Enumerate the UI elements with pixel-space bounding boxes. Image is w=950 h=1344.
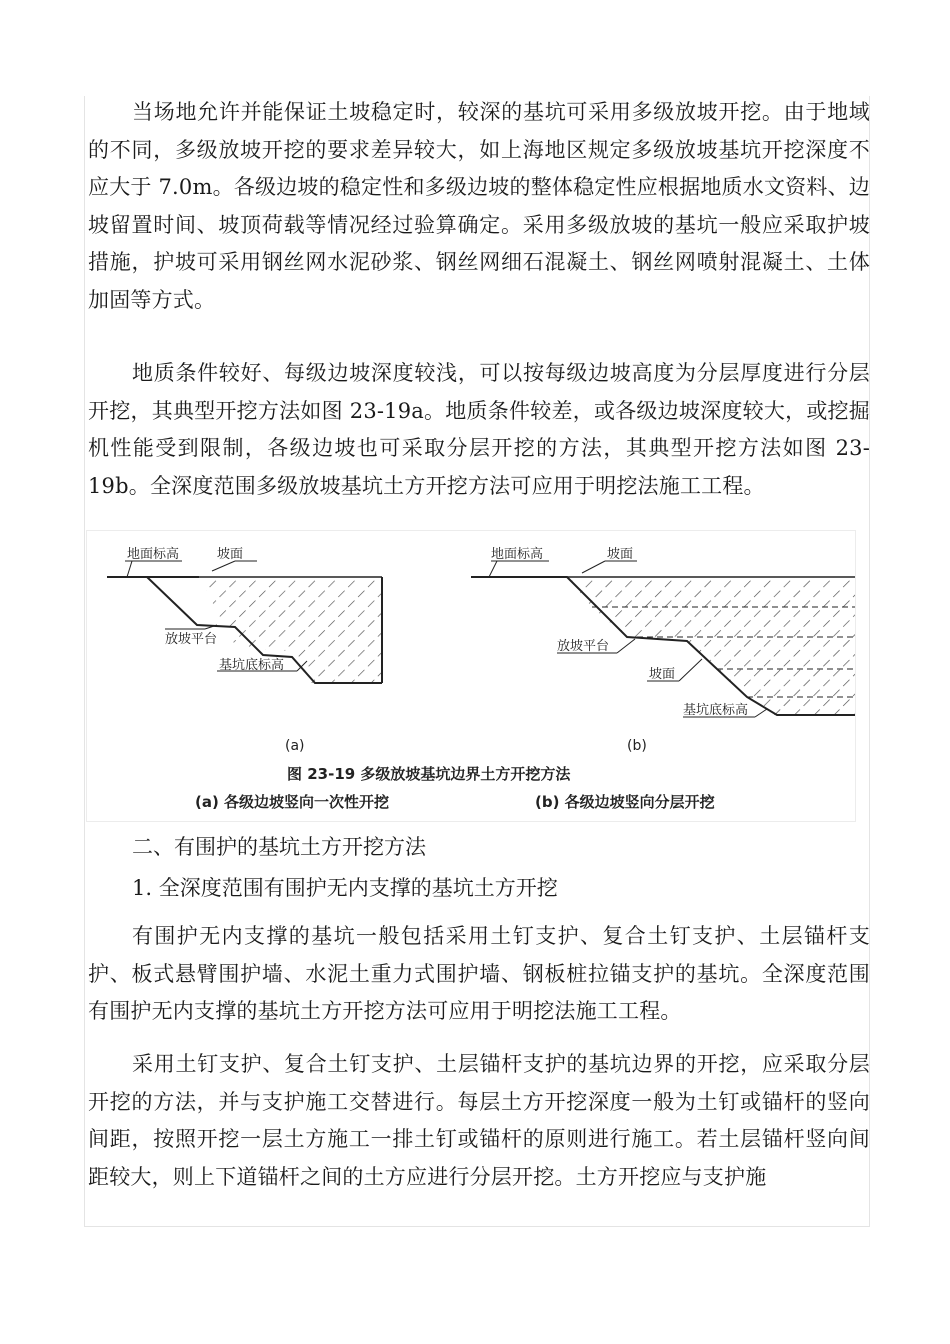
label-a-tag: (a) [285, 738, 305, 754]
paragraph-multi-level-slope: 当场地允许并能保证土坡稳定时，较深的基坑可采用多级放坡开挖。由于地域的不同，多级放坡开挖的要求差异较大，如上海地区规定多级放坡基坑开挖深度不应大于 7.0m。各级边坡的稳定性和多级边坡的整体稳定性应根据地质水文资料、边坡留置时间、坡顶荷载等情况经过验算确定。采用多级放坡的基坑一般应采取护坡措施，护坡可采用钢丝网水泥砂浆、钢丝网细石混凝土、钢丝网喷射混凝土、土体加固等方式。 [88, 100, 870, 312]
label-a-ground: 地面标高 [127, 547, 180, 562]
label-b-bottom: 基坑底标高 [683, 703, 749, 718]
paragraph-soil-nail-excavation: 采用土钉支护、复合土钉支护、土层锚杆支护的基坑边界的开挖，应采取分层开挖的方法，并与支护施工交替进行。每层土方开挖深度一般为土钉或锚杆的竖向间距，按照开挖一层土方施工一排土钉或锚杆的原则进行施工。若土层锚杆竖向间距较大，则上下道锚杆之间的土方应进行分层开挖。土方开挖应与支护施 [88, 1052, 870, 1189]
figure-drawing [87, 531, 855, 821]
diagram-b [471, 546, 855, 754]
label-a-slope: 坡面 [217, 547, 244, 562]
label-b-slope-low: 坡面 [649, 667, 676, 682]
figure-caption-title: 图 23-19 多级放坡基坑边界土方开挖方法 [287, 765, 571, 783]
label-b-tag: (b) [627, 738, 647, 754]
subsection-heading: 1. 全深度范围有围护无内支撑的基坑土方开挖 [132, 876, 558, 900]
section-heading: 二、有围护的基坑土方开挖方法 [132, 835, 426, 859]
label-b-slope-top: 坡面 [607, 547, 634, 562]
figure-caption-a: (a) 各级边坡竖向一次性开挖 [195, 793, 390, 811]
label-a-platform: 放坡平台 [165, 632, 218, 647]
label-a-bottom: 基坑底标高 [219, 658, 285, 673]
figure-caption-b: (b) 各级边坡竖向分层开挖 [535, 793, 715, 811]
paragraph-unsupported-pits: 有围护无内支撑的基坑一般包括采用土钉支护、复合土钉支护、土层锚杆支护、板式悬臂围护墙、水泥土重力式围护墙、钢板桩拉锚支护的基坑。全深度范围有围护无内支撑的基坑土方开挖方法可应用于明挖法施工工程。 [88, 924, 870, 1023]
paragraph-layered-excavation: 地质条件较好、每级边坡深度较浅，可以按每级边坡高度为分层厚度进行分层开挖，其典型开挖方法如图 23-19a。地质条件较差，或各级边坡深度较大，或挖掘机性能受到限制，各级边坡也可采取分层开挖的方法，其典型开挖方法如图 23-19b。全深度范围多级放坡基坑土方开挖方法可应用于明挖法施工工程。 [88, 361, 870, 498]
figure-23-19 [86, 530, 856, 822]
label-b-ground: 地面标高 [491, 547, 544, 562]
diagram-a [107, 546, 382, 754]
label-b-platform: 放坡平台 [557, 639, 610, 654]
